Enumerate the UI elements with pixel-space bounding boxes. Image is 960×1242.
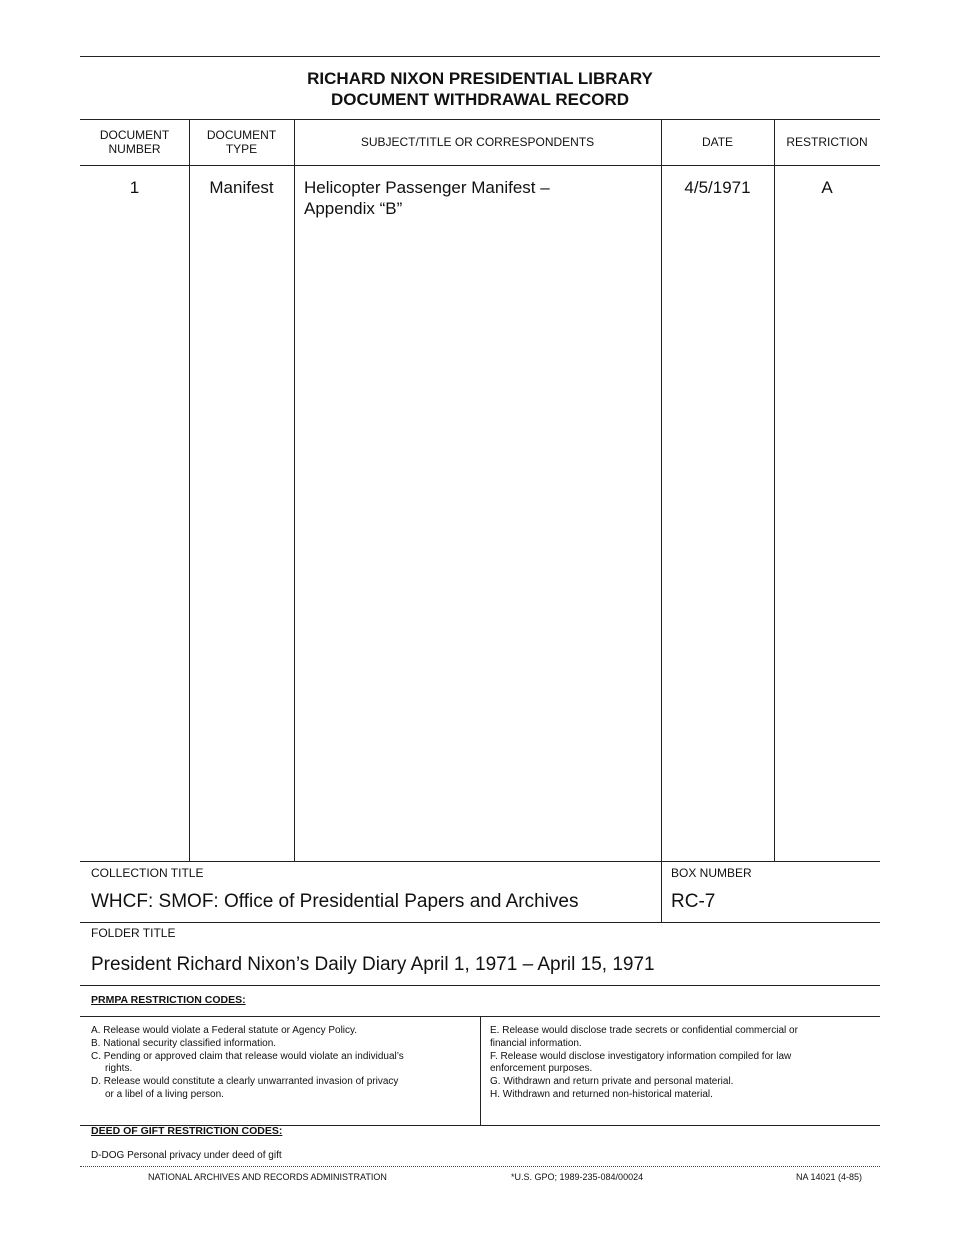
row-restriction: A [821, 178, 833, 197]
code-e: E. Release would disclose trade secrets or confidential commercial or [490, 1025, 798, 1036]
table-header-divider [80, 165, 880, 166]
collection-title-label: COLLECTION TITLE [91, 866, 204, 880]
col-divider-2 [294, 119, 295, 861]
prmpa-codes-right [490, 1025, 798, 1102]
box-number-value: RC-7 [671, 891, 716, 912]
folder-title-label: FOLDER TITLE [91, 926, 176, 940]
row-doc-type: Manifest [209, 178, 274, 197]
row-subject: Helicopter Passenger Manifest – Appendix “B” [304, 178, 550, 218]
folder-title-value: President Richard Nixon’s Daily Diary April 1, 1971 – April 15, 1971 [91, 954, 655, 975]
footer-dotted-rule [80, 1166, 880, 1167]
prmpa-codes-left [91, 1025, 404, 1102]
col-header-restriction: RESTRICTION [786, 135, 868, 149]
col-divider-4 [774, 119, 775, 861]
top-rule [80, 56, 880, 57]
row-doc-number: 1 [129, 178, 140, 197]
col-header-subject: SUBJECT/TITLE OR CORRESPONDENTS [360, 135, 595, 149]
col-divider-1 [189, 119, 190, 861]
code-f: F. Release would disclose investigatory information compiled for law [490, 1050, 792, 1062]
table-top-border [80, 119, 880, 120]
footer-form-number: NA 14021 (4-85) [796, 1172, 863, 1182]
code-b: B. National security classified information. [91, 1037, 277, 1049]
code-c-cont: rights. [105, 1063, 133, 1075]
record-title: DOCUMENT WITHDRAWAL RECORD [330, 90, 630, 109]
collection-top-rule [80, 861, 880, 862]
library-title: RICHARD NIXON PRESIDENTIAL LIBRARY [307, 69, 653, 88]
footer-agency: NATIONAL ARCHIVES AND RECORDS ADMINISTRATION [148, 1172, 387, 1182]
prmpa-top-rule [80, 985, 880, 986]
code-c: C. Pending or approved claim that release would violate an individual’s [91, 1050, 404, 1062]
code-a: A. Release would violate a Federal statute or Agency Policy. [91, 1025, 358, 1036]
deed-code-dog: D-DOG Personal privacy under deed of gift [91, 1150, 282, 1161]
deed-heading: DEED OF GIFT RESTRICTION CODES: [91, 1125, 283, 1137]
code-d: D. Release would constitute a clearly unwarranted invasion of privacy [91, 1076, 399, 1088]
col-header-date: DATE [701, 135, 734, 149]
folder-top-rule [80, 922, 880, 923]
code-f-cont: enforcement purposes. [490, 1063, 593, 1075]
col-header-doc-number: DOCUMENT NUMBER [99, 128, 170, 156]
box-number-label: BOX NUMBER [671, 866, 752, 880]
code-g: G. Withdrawn and return private and personal material. [490, 1076, 734, 1088]
col-divider-3 [661, 119, 662, 922]
prmpa-heading: PRMPA RESTRICTION CODES: [91, 994, 246, 1006]
code-e-cont: financial information. [490, 1037, 582, 1049]
prmpa-column-divider [480, 1016, 481, 1125]
footer-gpo: *U.S. GPO; 1989-235-084/00024 [511, 1172, 644, 1182]
collection-title-value: WHCF: SMOF: Office of Presidential Papers and Archives [91, 891, 579, 912]
col-header-doc-type: DOCUMENT TYPE [206, 128, 277, 156]
row-date: 4/5/1971 [684, 178, 751, 197]
code-h: H. Withdrawn and returned non-historical material. [490, 1088, 713, 1100]
code-d-cont: or a libel of a living person. [105, 1088, 224, 1100]
